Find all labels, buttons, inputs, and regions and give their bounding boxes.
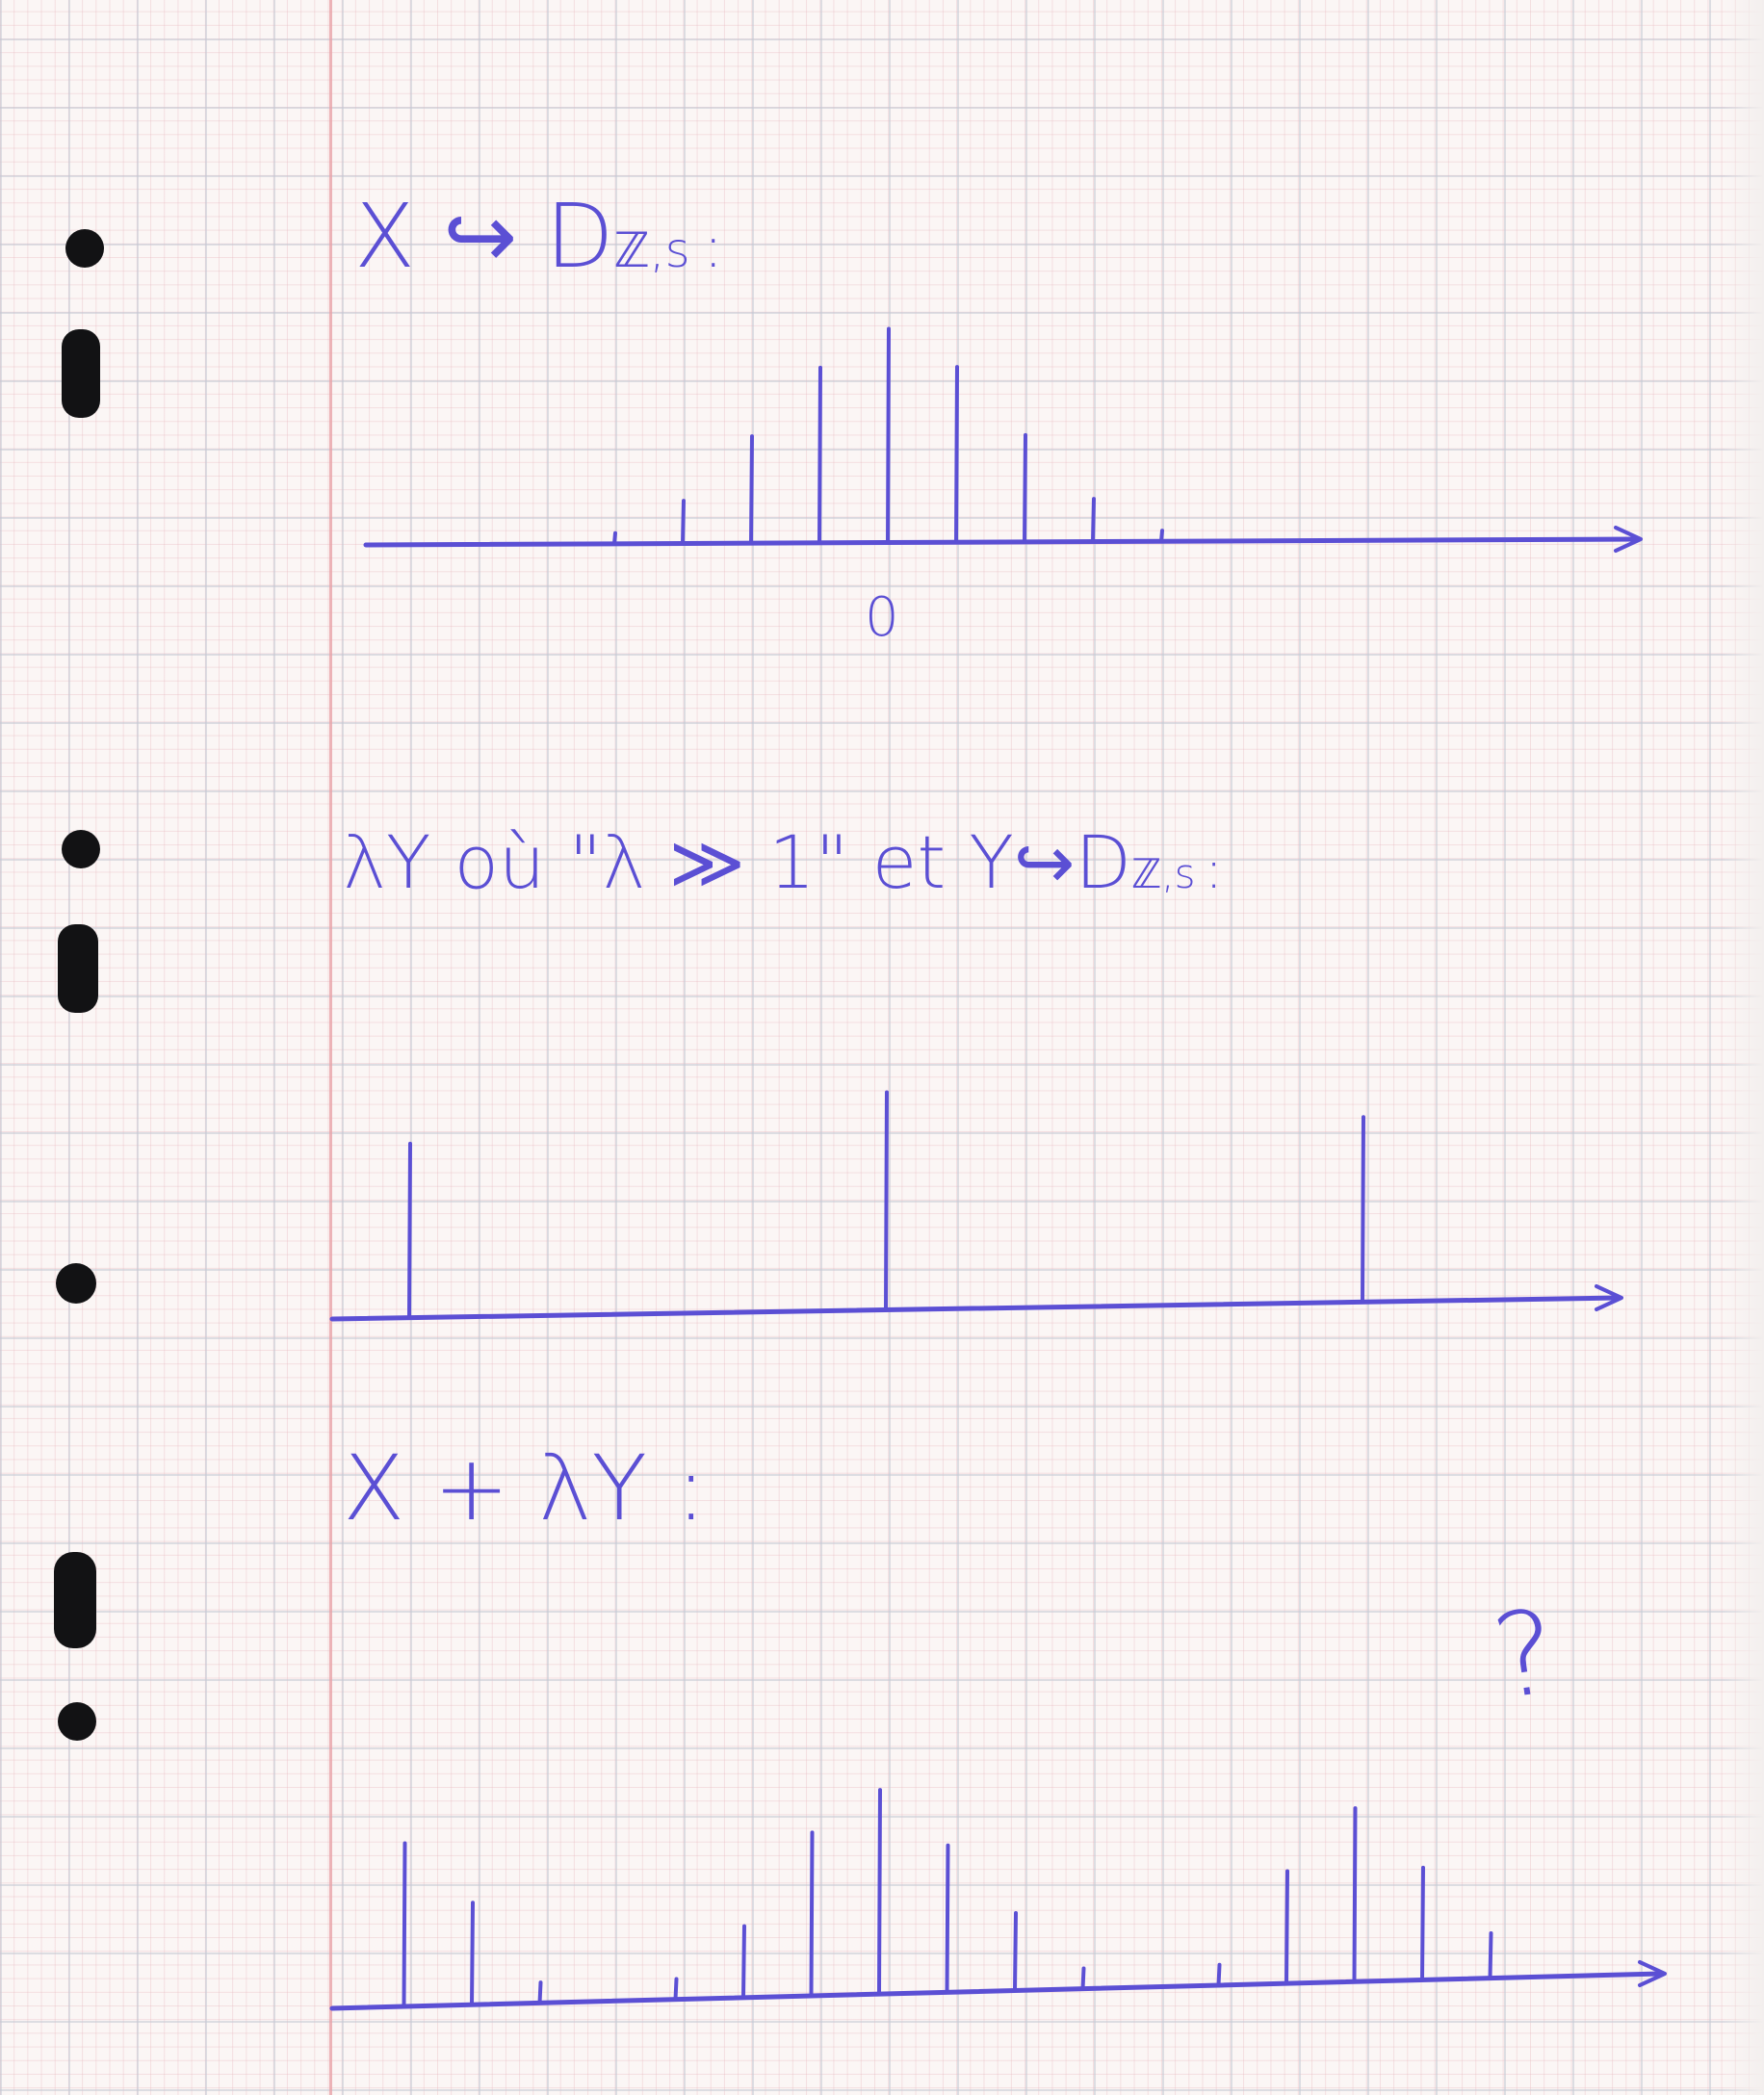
stem-3 — [812, 1832, 813, 1996]
stem-3 — [472, 1902, 473, 2004]
question-mark: ? — [1485, 1585, 1565, 1726]
stem-3 — [1083, 1968, 1084, 1988]
stem-1 — [819, 368, 820, 543]
stem-3 — [1355, 1808, 1356, 1981]
stem-3 — [1491, 1933, 1492, 1979]
stem-1 — [683, 501, 684, 543]
stem-1 — [1161, 530, 1162, 541]
stem-3 — [404, 1843, 405, 2006]
stem-3 — [1422, 1868, 1423, 1980]
stem-3 — [879, 1790, 880, 1994]
axis-line-2 — [332, 1298, 1618, 1319]
stem-1 — [956, 367, 957, 542]
zero-tick-label: 0 — [865, 586, 899, 649]
stem-3 — [1015, 1913, 1016, 1991]
stem-1 — [614, 533, 615, 544]
stem-3 — [676, 1979, 677, 2000]
stem-3 — [540, 1982, 541, 2003]
stem-1 — [888, 329, 889, 543]
stem-3 — [743, 1927, 744, 1998]
axis-line-3 — [332, 1974, 1661, 2008]
lambda-y-colon: : — [1205, 840, 1223, 900]
x-distribution-subscript: ℤ,s — [613, 222, 690, 278]
stem-3 — [1219, 1965, 1220, 1985]
sum-label: X + λY : — [343, 1436, 707, 1541]
lambda-y-subscript: ℤ,s — [1131, 850, 1196, 897]
stem-2 — [409, 1144, 410, 1318]
stem-3 — [947, 1846, 948, 1993]
stem-2 — [1362, 1117, 1363, 1302]
stem-3 — [1286, 1872, 1287, 1984]
lambda-y-text: λY où "λ ≫ 1" et Y↪D — [343, 819, 1132, 905]
x-distribution-colon: : — [703, 214, 723, 281]
stem-1 — [751, 436, 752, 543]
x-distribution-text: X ↪ D — [354, 185, 614, 288]
stem-1 — [1093, 499, 1094, 541]
axis-line-1 — [366, 539, 1637, 545]
stem-2 — [886, 1093, 887, 1310]
